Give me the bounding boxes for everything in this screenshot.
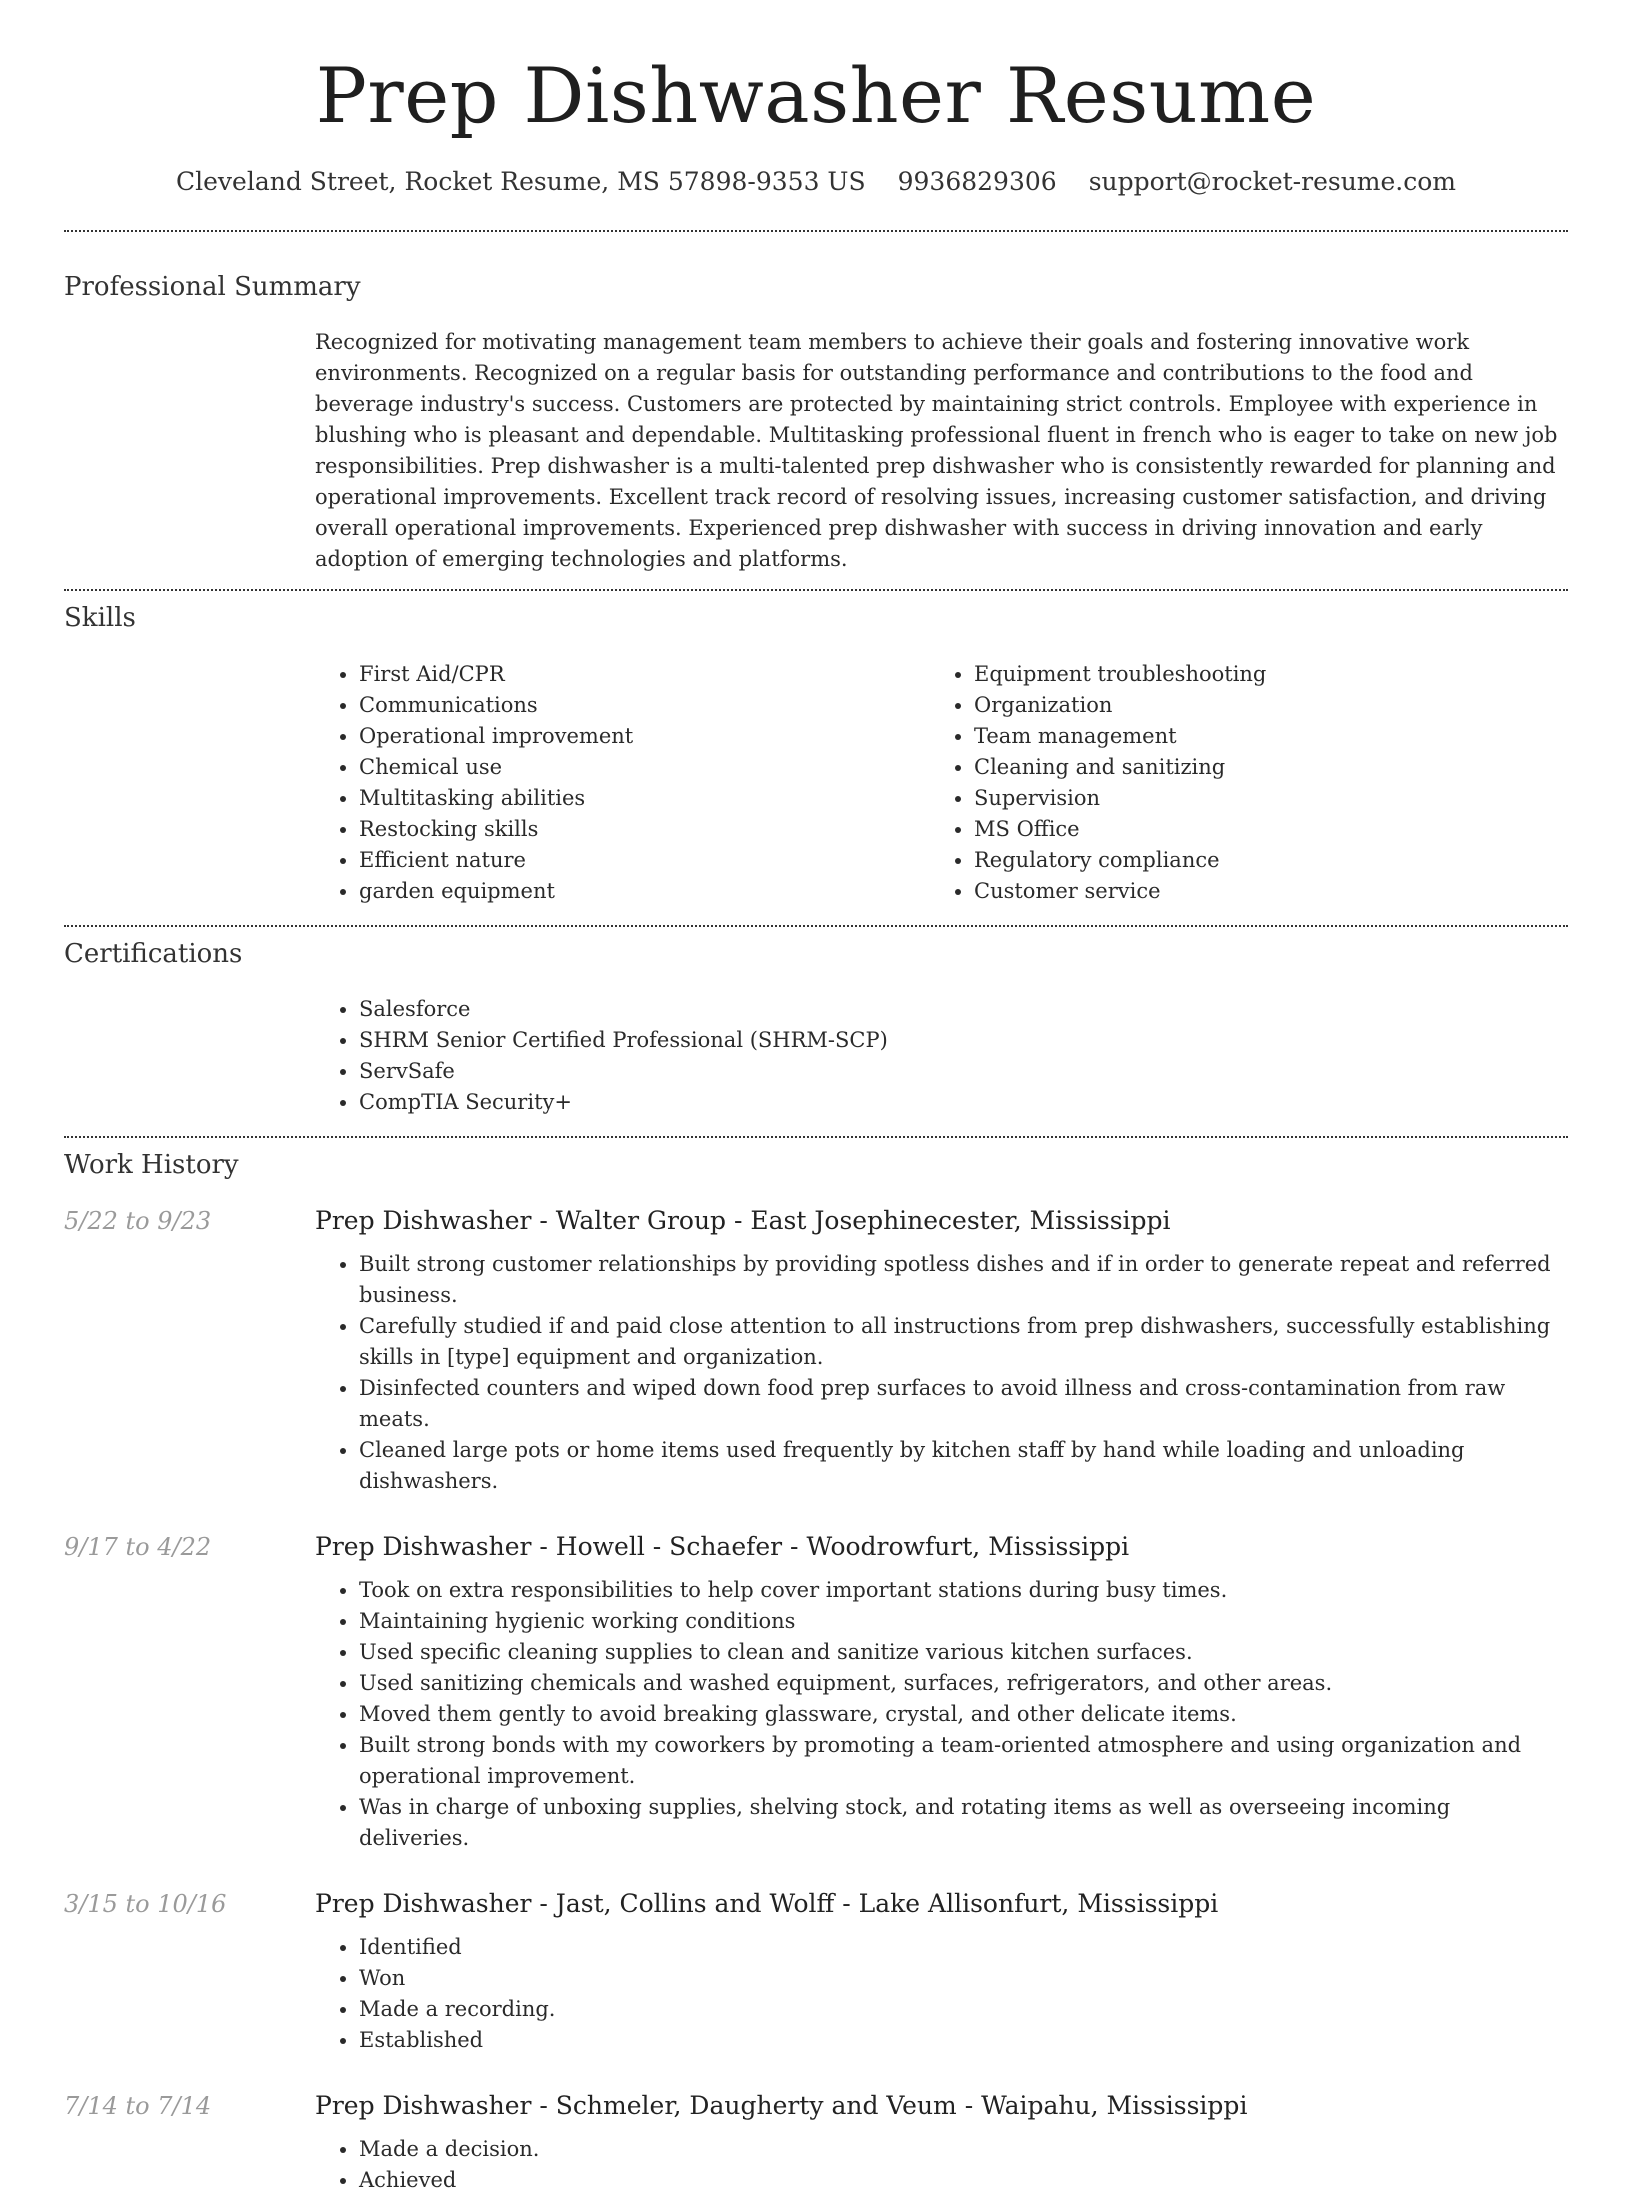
summary-heading: Professional Summary [64,272,361,303]
skill-item: • First Aid/CPR [359,659,930,690]
job-bullet: • Maintaining hygienic working conditions [359,1606,1568,1637]
job-bullet: • Built strong customer relationships by providing spotless dishes and if in order to generate repeat and referred business. [359,1249,1568,1311]
job-bullet: • Built strong bonds with my coworkers by promoting a team-oriented atmosphere and using organization and operational improvement. [359,1730,1568,1792]
contact-phone: 9936829306 [897,167,1057,197]
skills-section [64,591,1568,924]
skill-item: • Cleaning and sanitizing [974,752,1545,783]
job-title: Prep Dishwasher - Walter Group - East Josephinecester, Mississippi [315,1205,1171,1235]
certifications-section [64,927,1568,1136]
work-history-heading: Work History [64,1149,239,1180]
job-title: Prep Dishwasher - Howell - Schaefer - Woodrowfurt, Mississippi [315,1531,1130,1561]
skills-list-right [930,659,1545,907]
job-dates: 5/22 to 9/23 [64,1206,212,1235]
certification-item: • Salesforce [359,994,1568,1025]
resume-header [64,0,1568,196]
contact-line [64,167,1568,196]
job-bullets [315,2134,1568,2196]
job-bullet: • Used sanitizing chemicals and washed equipment, surfaces, refrigerators, and other areas. [359,1668,1568,1699]
certifications-body [315,994,1568,1118]
skill-item: • Multitasking abilities [359,783,930,814]
job-bullet: • Established [359,2025,1568,2056]
contact-address: Cleveland Street, Rocket Resume, MS 57898-9353 US [176,167,866,197]
job-bullets [315,1575,1568,1854]
job-bullet: • Achieved [359,2165,1568,2196]
summary-section [64,232,1568,589]
skill-item: • Efficient nature [359,845,930,876]
job-bullet: • Won [359,1963,1568,1994]
summary-text: Recognized for motivating management team members to achieve their goals and fostering innovative work environments. Recognized on a regular basis for outstanding performance and contributions to the food and beverage industry's success. Customers are protected by maintaining strict controls. Employee with experience in blushing who is pleasant and dependable. Multitasking professional fluent in french who is eager to take on new job responsibilities. Prep dishwasher is a multi-talented prep dishwasher who is consistently rewarded for planning and operational improvements. Excellent track record of resolving issues, increasing customer satisfaction, and driving overall operational improvements. Experienced prep dishwasher with success in driving innovation and early adoption of emerging technologies and platforms. [315,330,1558,572]
certification-item: • ServSafe [359,1056,1568,1087]
job-bullet: • Carefully studied if and paid close attention to all instructions from prep dishwashers, successfully establishing skills in [type] equipment and organization. [359,1311,1568,1373]
job-bullet: • Cleaned large pots or home items used frequently by kitchen staff by hand while loading and unloading dishwashers. [359,1435,1568,1497]
job-dates: 7/14 to 7/14 [64,2091,212,2120]
skill-item: • Chemical use [359,752,930,783]
job-bullet: • Moved them gently to avoid breaking glassware, crystal, and other delicate items. [359,1699,1568,1730]
skill-item: • Organization [974,690,1545,721]
contact-email: support@rocket-resume.com [1088,167,1456,197]
job-bullet: • Took on extra responsibilities to help cover important stations during busy times. [359,1575,1568,1606]
skill-item: • Equipment troubleshooting [974,659,1545,690]
job-bullets [315,1249,1568,1497]
job-dates: 3/15 to 10/16 [64,1889,227,1918]
skills-list-left [315,659,930,907]
resume-title: Prep Dishwasher Resume [315,51,1317,140]
job-bullets [315,1932,1568,2056]
job-bullet: • Disinfected counters and wiped down food prep surfaces to avoid illness and cross-contamination from raw meats. [359,1373,1568,1435]
job-bullet: • Made a recording. [359,1994,1568,2025]
skill-item: • Communications [359,690,930,721]
job-entry [64,1531,1568,1854]
job-entry [64,1888,1568,2056]
skill-item: • garden equipment [359,876,930,907]
skill-item: • Operational improvement [359,721,930,752]
skill-item: • MS Office [974,814,1545,845]
job-dates: 9/17 to 4/22 [64,1532,212,1561]
job-entry [64,2090,1568,2196]
job-title: Prep Dishwasher - Schmeler, Daugherty and Veum - Waipahu, Mississippi [315,2090,1248,2120]
job-bullet: • Identified [359,1932,1568,1963]
job-title: Prep Dishwasher - Jast, Collins and Wolff - Lake Allisonfurt, Mississippi [315,1888,1219,1918]
skill-item: • Regulatory compliance [974,845,1545,876]
job-bullet: • Was in charge of unboxing supplies, shelving stock, and rotating items as well as overseeing incoming deliveries. [359,1792,1568,1854]
job-bullet: • Used specific cleaning supplies to clean and sanitize various kitchen surfaces. [359,1637,1568,1668]
skill-item: • Restocking skills [359,814,930,845]
skill-item: • Supervision [974,783,1545,814]
summary-body [315,327,1568,575]
skill-item: • Team management [974,721,1545,752]
certification-item: • CompTIA Security+ [359,1087,1568,1118]
skills-heading: Skills [64,603,136,634]
certifications-heading: Certifications [64,938,243,969]
certifications-list [315,994,1568,1118]
job-bullet: • Made a decision. [359,2134,1568,2165]
job-entry [64,1205,1568,1497]
skills-columns [315,659,1568,907]
work-history-section [64,1138,1568,2196]
certification-item: • SHRM Senior Certified Professional (SHRM-SCP) [359,1025,1568,1056]
skill-item: • Customer service [974,876,1545,907]
